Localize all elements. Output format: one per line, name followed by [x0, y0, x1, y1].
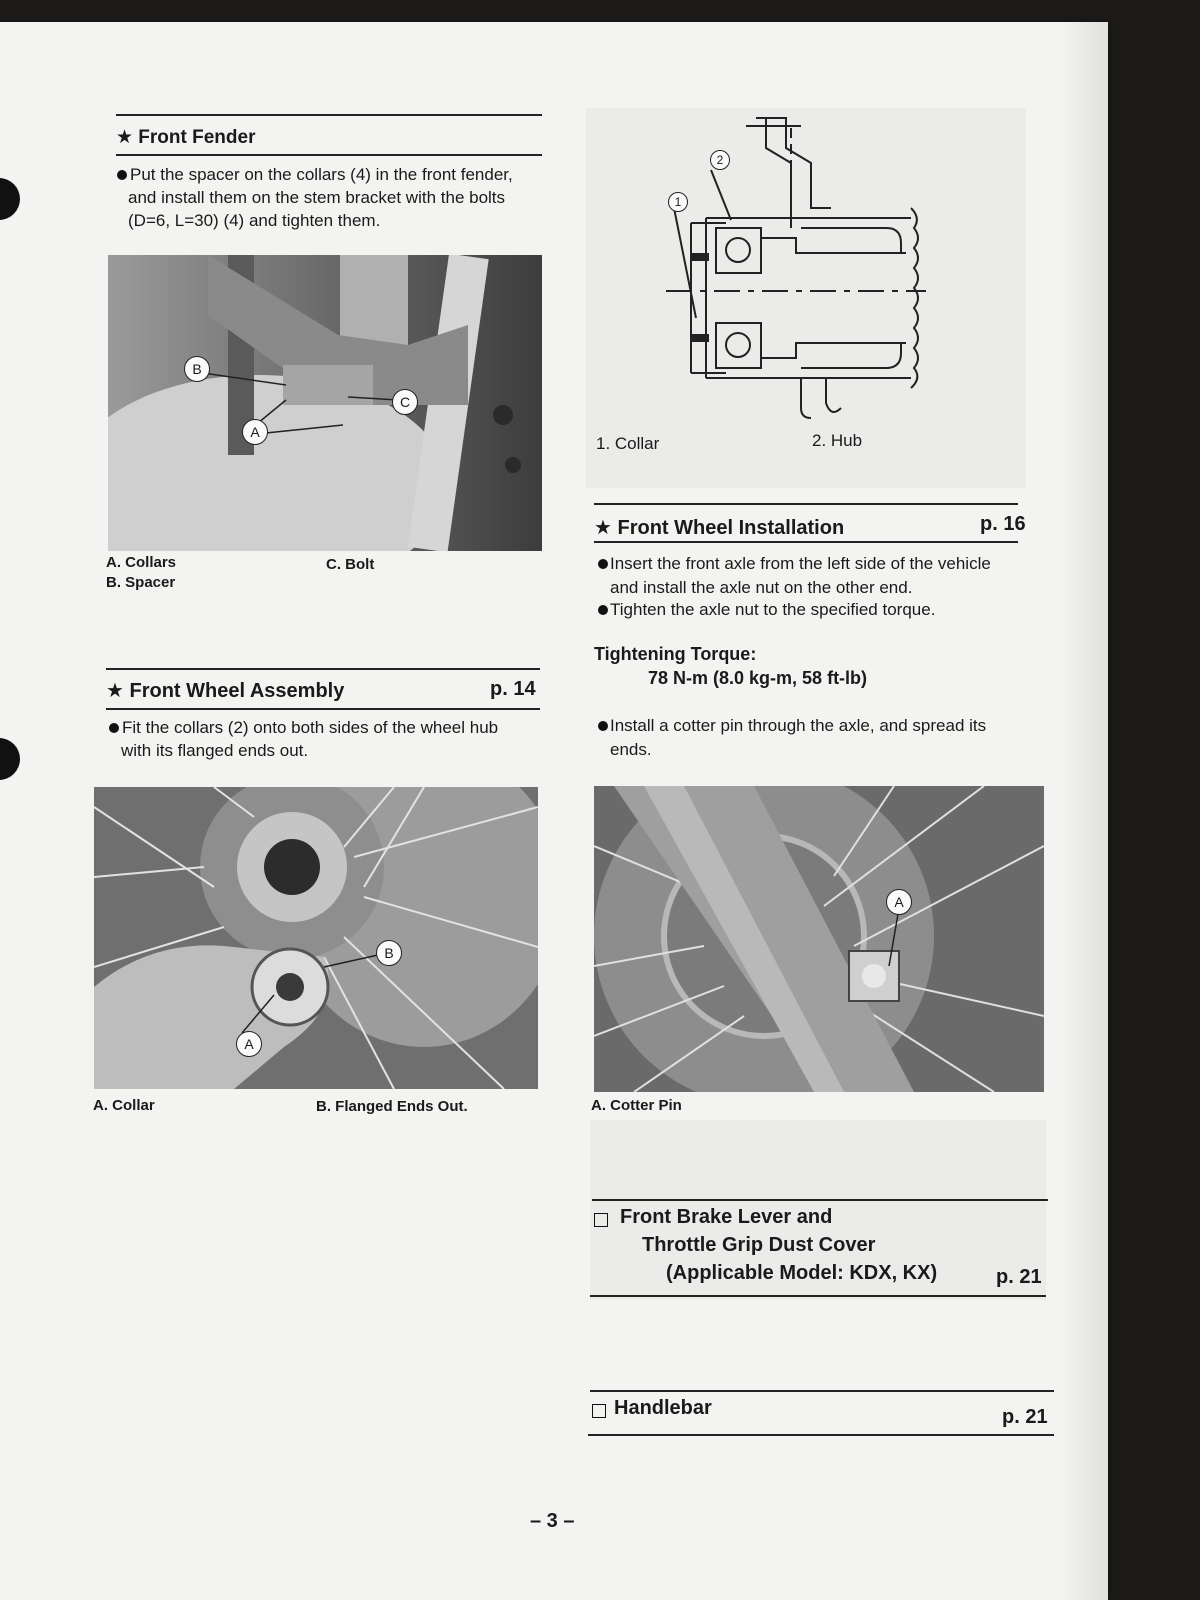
brake-lever-rule-bottom	[590, 1295, 1046, 1297]
brake-lever-title-line1: Front Brake Lever and	[620, 1206, 833, 1228]
installation-text-line2: and install the axle nut on the other end.	[610, 578, 913, 597]
caption-flanged-ends: B. Flanged Ends Out.	[316, 1098, 468, 1115]
diagram-marker-1: 1	[668, 192, 688, 212]
photo-label-b: B	[376, 940, 402, 966]
front-fender-text-line3: (D=6, L=30) (4) and tighten them.	[128, 211, 381, 230]
photo-label-b: B	[184, 356, 210, 382]
wheel-installation-page-ref: p. 16	[980, 513, 1026, 535]
diagram-caption-collar: 1. Collar	[596, 434, 660, 453]
bullet-icon	[117, 170, 127, 180]
bullet-icon	[598, 559, 608, 569]
bullet-icon	[598, 605, 608, 615]
bullet-icon	[598, 721, 608, 731]
brake-lever-title-line2: Throttle Grip Dust Cover	[642, 1234, 876, 1256]
handlebar-title: Handlebar	[614, 1397, 712, 1419]
photo-label-c: C	[392, 389, 418, 415]
photo-label-a: A	[242, 419, 268, 445]
wheel-assembly-text-line2: with its flanged ends out.	[121, 741, 309, 760]
caption-bolt: C. Bolt	[326, 556, 375, 573]
page-number: – 3 –	[530, 1510, 575, 1532]
front-fender-rule-top	[116, 114, 542, 116]
bullet-icon	[109, 723, 119, 733]
wheel-installation-title: ★ Front Wheel Installation	[594, 517, 845, 539]
checkbox-square-icon	[592, 1404, 606, 1418]
wheel-assembly-text-line1: Fit the collars (2) onto both sides of the wheel hub	[122, 718, 499, 737]
wheel-assembly-rule-top	[106, 668, 540, 670]
caption-collar: A. Collar	[93, 1097, 155, 1114]
cotter-pin-photo	[594, 786, 1044, 1092]
front-fender-rule-bottom	[116, 154, 542, 156]
brake-lever-title-line3: (Applicable Model: KDX, KX)	[666, 1262, 938, 1284]
brake-lever-rule-top	[592, 1199, 1048, 1201]
caption-collars: A. Collars	[106, 554, 177, 571]
front-fender-text-line1: Put the spacer on the collars (4) in the front fender,	[130, 165, 513, 184]
caption-spacer: B. Spacer	[106, 574, 176, 591]
wheel-assembly-page-ref: p. 14	[490, 678, 536, 700]
wheel-installation-rule-bottom	[594, 541, 1018, 543]
front-fender-text-line2: and install them on the stem bracket with the bolts	[128, 188, 506, 207]
front-fender-title: ★ Front Fender	[116, 127, 256, 148]
photo-label-a: A	[236, 1031, 262, 1057]
checkbox-square-icon	[594, 1213, 608, 1227]
wheel-installation-rule-top	[594, 503, 1018, 505]
wheel-assembly-title: ★ Front Wheel Assembly	[106, 680, 345, 702]
brake-lever-page-ref: p. 21	[996, 1266, 1042, 1288]
photo-label-a: A	[886, 889, 912, 915]
torque-label: Tightening Torque:	[594, 644, 757, 664]
wheel-assembly-rule-bottom	[106, 708, 540, 710]
handlebar-page-ref: p. 21	[1002, 1406, 1048, 1428]
front-fender-photo	[108, 255, 542, 551]
diagram-marker-2: 2	[710, 150, 730, 170]
handlebar-rule-bottom	[588, 1434, 1054, 1436]
page-edge-shadow	[1060, 22, 1110, 1600]
caption-cotter-pin: A. Cotter Pin	[591, 1097, 682, 1114]
handlebar-rule-top	[590, 1390, 1054, 1392]
wheel-hub-photo	[94, 787, 538, 1089]
installation-text-line1: Insert the front axle from the left side of the vehicle	[610, 554, 991, 573]
installation-text-line4: Install a cotter pin through the axle, and spread its	[610, 716, 987, 735]
installation-text-line3: Tighten the axle nut to the specified torque.	[610, 600, 936, 619]
diagram-caption-hub: 2. Hub	[812, 431, 863, 450]
torque-value: 78 N-m (8.0 kg-m, 58 ft-lb)	[648, 668, 868, 688]
collar-hub-diagram	[586, 108, 1026, 488]
installation-text-line5: ends.	[610, 740, 652, 759]
